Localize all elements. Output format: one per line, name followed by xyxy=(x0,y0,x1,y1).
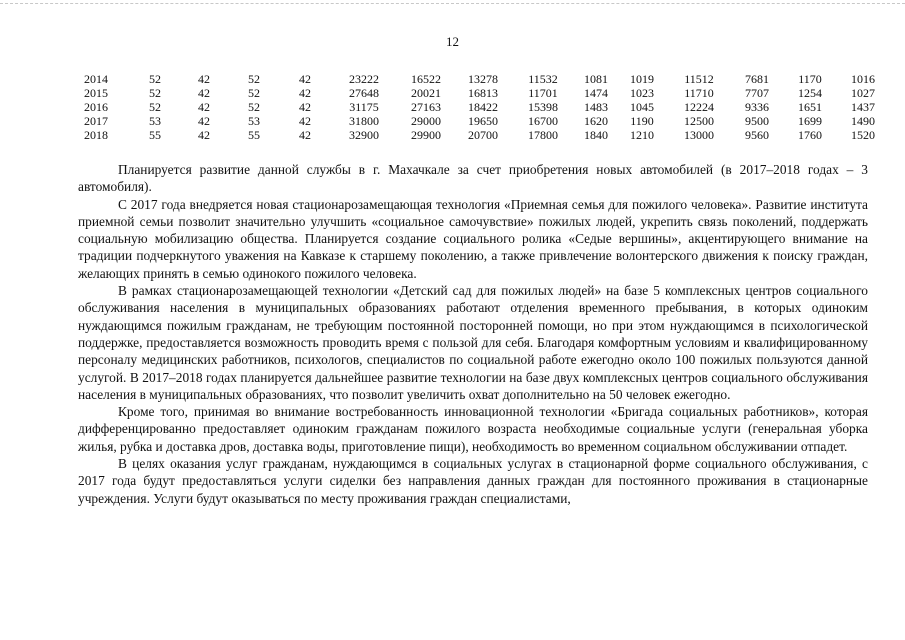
table-cell: 16522 xyxy=(411,72,441,86)
paragraph: В рамках стационарозамещающей технологии «Детский сад для пожилых людей» на базе 5 комплексных центров социального обслуживания населения в муниципальных образованиях работают отделения временного пребывания, в которых одиноким нуждающимся пожилым гражданам, не требующим постоянной посторонней помощи, но при этом нуждающимся в психологической поддержке, предоставляется возможность проводить время с пользой для себя. Благодаря комфортным условиям и квалифицированному персоналу медицинских работников, психологов, специалистов по социальной работе ежегодно около 100 пожилых пользуются данной услугой. В 2017–2018 годах планируется дальнейшее развитие технологии на базе двух комплексных центров социального обслуживания населения в муниципальных образованиях, что позволит увеличить охват дополнительно на 50 человек ежегодно. xyxy=(78,283,868,402)
table-cell: 42 xyxy=(198,86,210,100)
table-cell: 11532 xyxy=(528,72,558,86)
table-cell: 9560 xyxy=(745,128,769,142)
table-cell-year: 2018 xyxy=(84,128,108,142)
table-cell-year: 2014 xyxy=(84,72,108,86)
table-cell: 1520 xyxy=(851,128,875,142)
table-cell: 1081 xyxy=(584,72,608,86)
statistics-table-body xyxy=(74,72,888,142)
table-cell: 1840 xyxy=(584,128,608,142)
table-cell: 1045 xyxy=(630,100,654,114)
table-cell: 42 xyxy=(198,100,210,114)
table-cell: 1483 xyxy=(584,100,608,114)
table-cell: 42 xyxy=(299,86,311,100)
table-cell: 53 xyxy=(248,114,260,128)
table-cell: 1210 xyxy=(630,128,654,142)
table-cell: 52 xyxy=(149,86,161,100)
table-cell: 20021 xyxy=(411,86,441,100)
table-cell-year: 2017 xyxy=(84,114,108,128)
table-cell: 1437 xyxy=(851,100,875,114)
table-cell: 52 xyxy=(149,100,161,114)
table-cell: 55 xyxy=(248,128,260,142)
scan-top-edge xyxy=(0,3,905,4)
table-cell: 42 xyxy=(299,128,311,142)
body-text xyxy=(78,161,868,507)
table-cell: 19650 xyxy=(468,114,498,128)
table-cell: 1170 xyxy=(798,72,822,86)
table-cell: 15398 xyxy=(528,100,558,114)
table-cell: 42 xyxy=(299,114,311,128)
table-cell: 42 xyxy=(299,100,311,114)
table-cell: 31175 xyxy=(349,100,379,114)
table-cell: 1620 xyxy=(584,114,608,128)
table-cell: 42 xyxy=(198,114,210,128)
table-cell: 55 xyxy=(149,128,161,142)
paragraph: С 2017 года внедряется новая стационарозамещающая технология «Приемная семья для пожилого человека». Развитие института приемной семьи позволит значительно улучшить «социальное самочувствие» пожилых людей, укрепить связь поколений, поддержать социальную мобилизацию общества. Планируется создание социального ролика «Седые вершины», акцентирующего внимание на традиции подчеркнутого уважения на Кавказе к старшему поколению, а также привлечение волонтерского движения к поиску граждан, желающих принять в семью одинокого пожилого человека. xyxy=(78,196,868,281)
table-cell: 20700 xyxy=(468,128,498,142)
table-cell: 42 xyxy=(299,72,311,86)
table-cell: 1023 xyxy=(630,86,654,100)
table-cell: 17800 xyxy=(528,128,558,142)
table-cell: 12500 xyxy=(684,114,714,128)
table-cell: 23222 xyxy=(349,72,379,86)
table-cell: 11710 xyxy=(684,86,714,100)
table-row xyxy=(74,100,888,114)
table-cell: 52 xyxy=(248,72,260,86)
table-cell: 29900 xyxy=(411,128,441,142)
page-number: 12 xyxy=(446,34,459,49)
table-cell: 1254 xyxy=(798,86,822,100)
table-cell: 42 xyxy=(198,128,210,142)
table-cell: 9336 xyxy=(745,100,769,114)
statistics-table xyxy=(74,72,888,142)
table-cell: 11701 xyxy=(528,86,558,100)
table-cell: 1027 xyxy=(851,86,875,100)
table-cell: 52 xyxy=(248,100,260,114)
table-cell: 32900 xyxy=(349,128,379,142)
table-row xyxy=(74,128,888,142)
table-cell: 52 xyxy=(248,86,260,100)
table-cell: 13278 xyxy=(468,72,498,86)
table-cell: 11512 xyxy=(684,72,714,86)
table-cell: 29000 xyxy=(411,114,441,128)
table-cell: 1190 xyxy=(630,114,654,128)
table-cell-year: 2016 xyxy=(84,100,108,114)
table-cell: 1760 xyxy=(798,128,822,142)
paragraph: Кроме того, принимая во внимание востребованность инновационной технологии «Бригада социальных работников», которая дифференцированно предоставляет одиноким гражданам пожилого возраста необходимые социальные услуги (генеральная уборка жилья, рубка и доставка дров, доставка воды, приготовление пищи), необходимость во временном социальном обслуживании отпадет. xyxy=(78,404,868,454)
table-cell: 1699 xyxy=(798,114,822,128)
table-cell: 18422 xyxy=(468,100,498,114)
table-cell: 1016 xyxy=(851,72,875,86)
table-row xyxy=(74,72,888,86)
table-cell: 53 xyxy=(149,114,161,128)
table-row xyxy=(74,114,888,128)
table-cell: 16813 xyxy=(468,86,498,100)
table-cell: 12224 xyxy=(684,100,714,114)
table-cell: 1490 xyxy=(851,114,875,128)
table-cell: 52 xyxy=(149,72,161,86)
table-cell: 1474 xyxy=(584,86,608,100)
table-cell: 1651 xyxy=(798,100,822,114)
table-cell: 27163 xyxy=(411,100,441,114)
table-cell: 7707 xyxy=(745,86,769,100)
table-cell: 42 xyxy=(198,72,210,86)
table-cell: 7681 xyxy=(745,72,769,86)
table-row xyxy=(74,86,888,100)
table-cell: 16700 xyxy=(528,114,558,128)
table-cell: 27648 xyxy=(349,86,379,100)
table-cell: 13000 xyxy=(684,128,714,142)
table-cell: 1019 xyxy=(630,72,654,86)
table-cell: 9500 xyxy=(745,114,769,128)
paragraph: В целях оказания услуг гражданам, нуждающимся в социальных услугах в стационарной форме социального обслуживания, с 2017 года будут предоставляться услуги сиделки без направления данных граждан для постоянного проживания в стационарные учреждения. Услуги будут оказываться по месту проживания граждан специалистами, xyxy=(78,456,868,506)
table-cell: 31800 xyxy=(349,114,379,128)
table-cell-year: 2015 xyxy=(84,86,108,100)
paragraph: Планируется развитие данной службы в г. Махачкале за счет приобретения новых автомобилей (в 2017–2018 годах – 3 автомобиля). xyxy=(78,162,868,195)
